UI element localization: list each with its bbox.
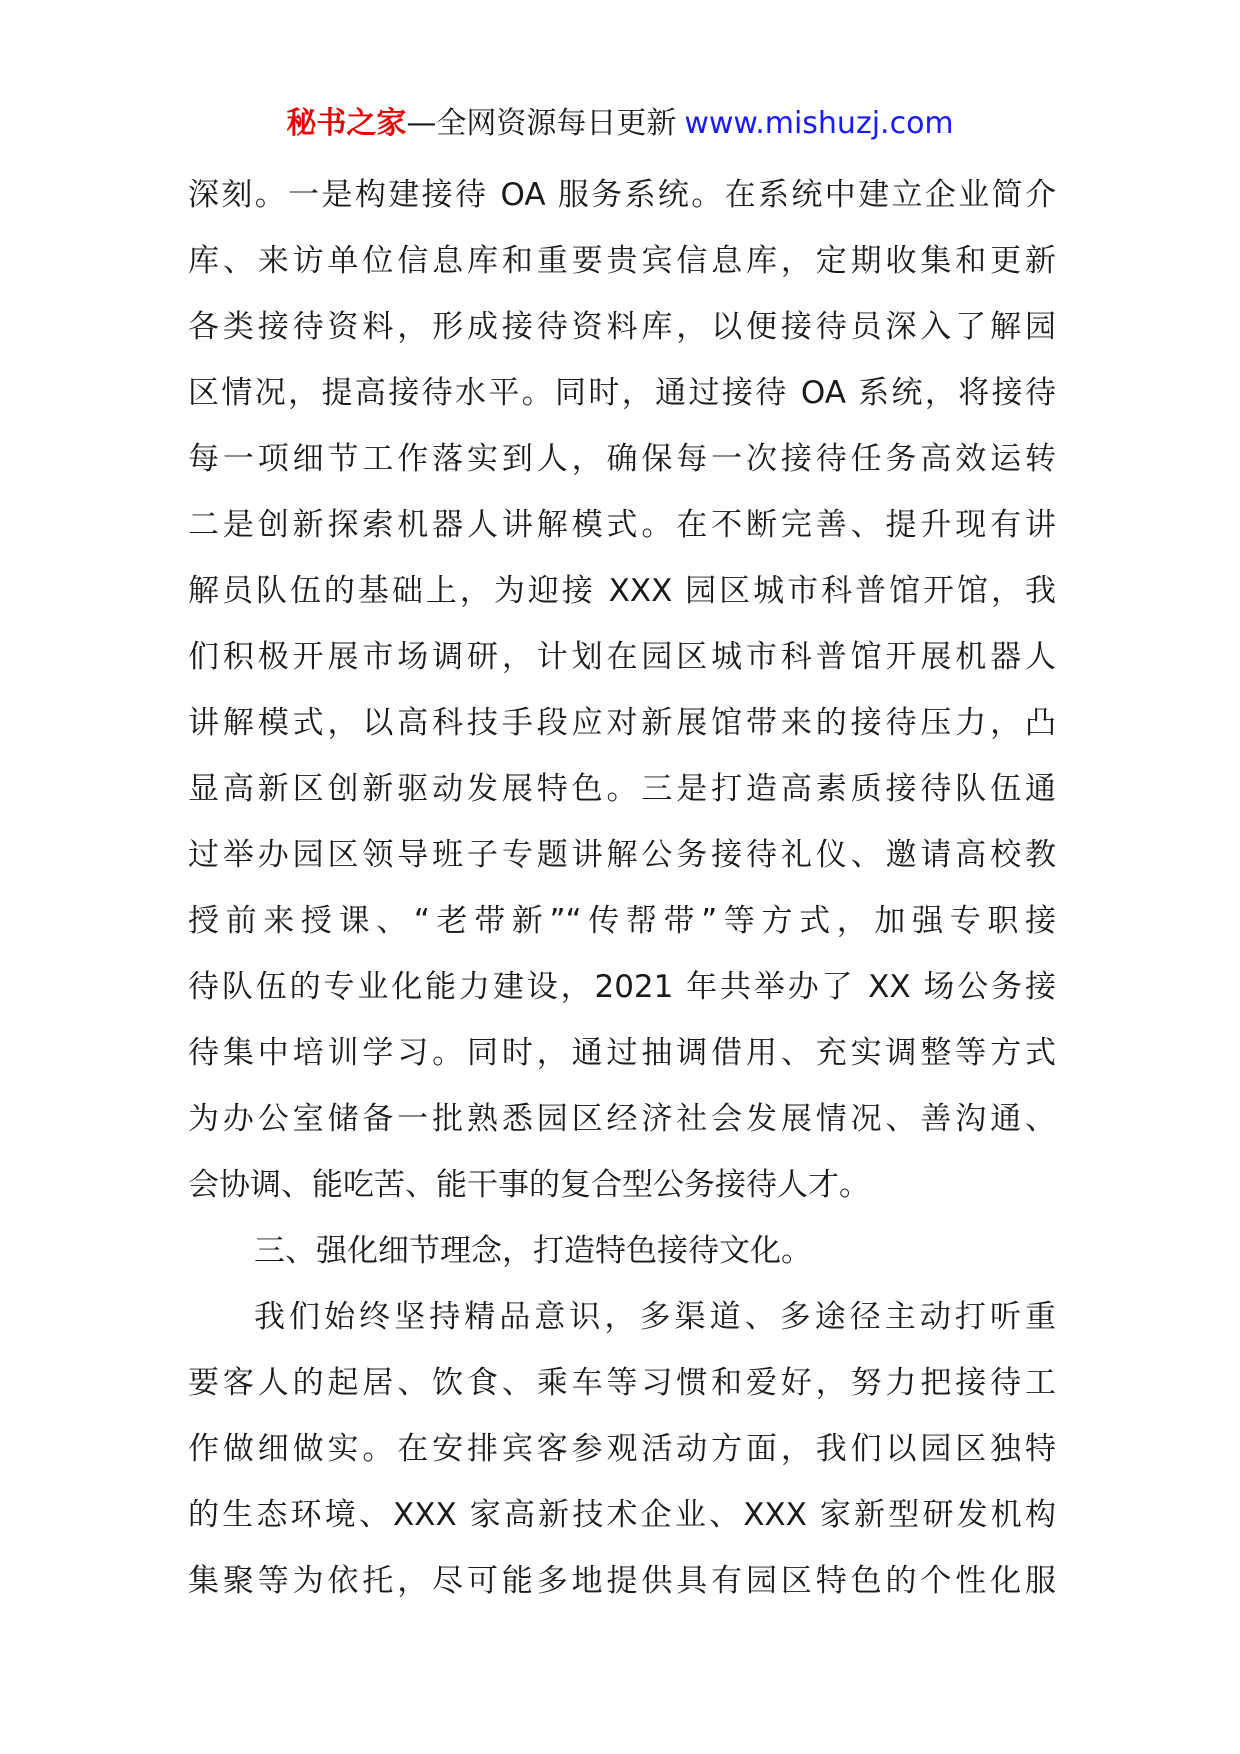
text-line: 要客人的起居、饮食、乘车等习惯和爱好，努力把接待工 [188,1365,1056,1401]
text-line: 会协调、能吃苦、能干事的复合型公务接待人才。 [188,1167,870,1203]
text-line: 授前来授课、“老带新”“传帮带”等方式，加强专职接 [188,903,1056,939]
text-line: 显高新区创新驱动发展特色。三是打造高素质接待队伍通 [188,771,1056,807]
text-line: 各类接待资料，形成接待资料库，以便接待员深入了解园 [188,309,1056,345]
text-line: 深刻。一是构建接待 OA 服务系统。在系统中建立企业简介 [188,177,1056,213]
text-line: 过举办园区领导班子专题讲解公务接待礼仪、邀请高校教 [188,837,1056,873]
text-line: 们积极开展市场调研，计划在园区城市科普馆开展机器人 [188,639,1056,675]
site-brand: 秘书之家 [286,106,407,141]
text-line: 讲解模式，以高科技手段应对新展馆带来的接待压力，凸 [188,705,1056,741]
site-url-link[interactable]: www.mishuzj.com [684,106,954,141]
text-line: 待队伍的专业化能力建设，2021 年共举办了 XX 场公务接 [188,969,1056,1005]
site-tagline: —全网资源每日更新 [406,106,677,141]
section-heading: 三、强化细节理念，打造特色接待文化。 [254,1233,812,1269]
text-line: 的生态环境、XXX 家高新技术企业、XXX 家新型研发机构 [188,1497,1056,1533]
text-line: 作做细做实。在安排宾客参观活动方面，我们以园区独特 [188,1431,1056,1467]
text-line: 待集中培训学习。同时，通过抽调借用、充实调整等方式 [188,1035,1056,1071]
text-line: 区情况，提高接待水平。同时，通过接待 OA 系统，将接待 [188,375,1056,411]
page-header [0,104,1240,144]
text-line: 为办公室储备一批熟悉园区经济社会发展情况、善沟通、 [188,1101,1056,1137]
text-line: 我们始终坚持精品意识，多渠道、多途径主动打听重 [254,1299,1056,1335]
text-line: 二是创新探索机器人讲解模式。在不断完善、提升现有讲 [188,507,1056,543]
document-body [188,162,1056,1614]
text-line: 库、来访单位信息库和重要贵宾信息库，定期收集和更新 [188,243,1056,279]
text-line: 集聚等为依托，尽可能多地提供具有园区特色的个性化服 [188,1563,1056,1599]
text-line: 每一项细节工作落实到人，确保每一次接待任务高效运转 [188,441,1056,477]
text-line: 解员队伍的基础上，为迎接 XXX 园区城市科普馆开馆，我 [188,573,1056,609]
